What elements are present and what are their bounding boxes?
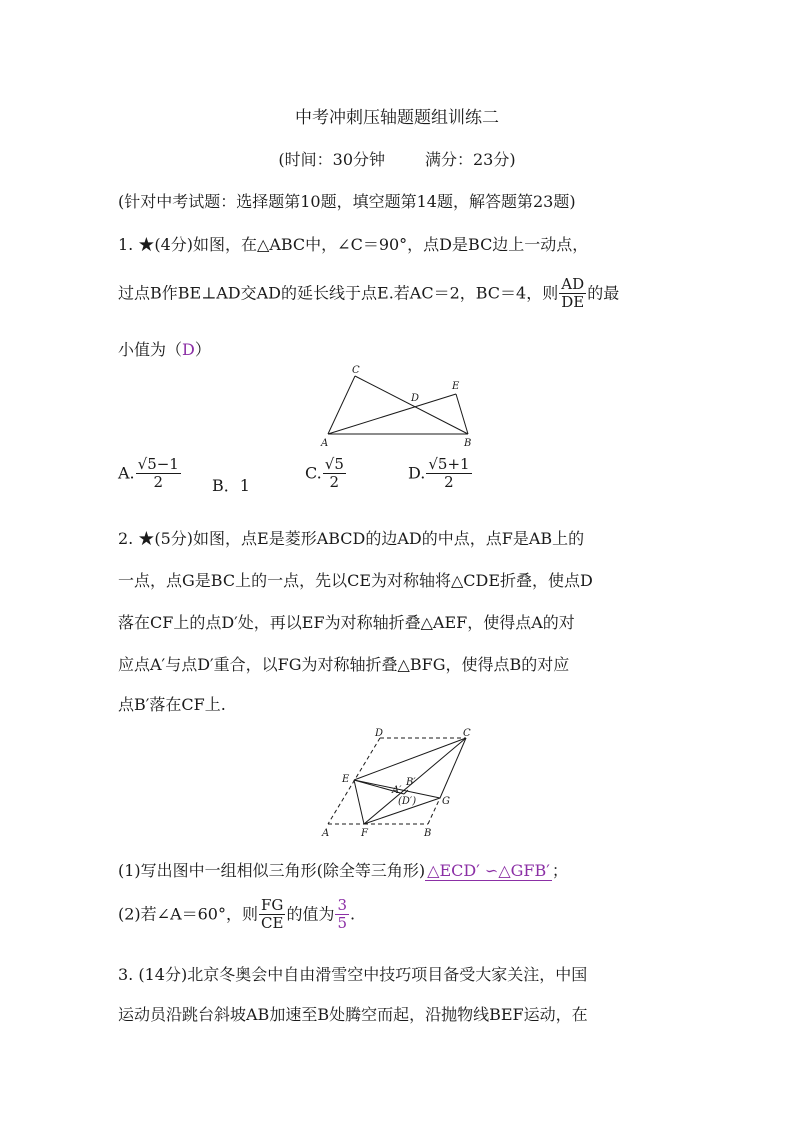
q2-label-c: C — [463, 728, 471, 739]
q1-frac-den: DE — [561, 293, 585, 312]
q2-part2-mid: 的值为 — [286, 904, 335, 924]
q1-option-d-frac — [426, 456, 471, 492]
q1-option-a-num: √5−1 — [137, 455, 179, 473]
q1-fraction — [559, 276, 586, 312]
q2-label-g: G — [442, 796, 450, 807]
q1-line3 — [118, 337, 211, 360]
q2-line1: 2. ★(5分)如图，点E是菱形ABCD的边AD的中点，点F是AB上的 — [118, 529, 585, 548]
q2-seg-ec — [354, 738, 466, 780]
q2-line4: 应点A′与点D′重合，以FG为对称轴折叠△BFG，使得点B的对应 — [118, 655, 570, 674]
time-limit: (时间：30分钟 — [278, 150, 385, 169]
q2-part2-num: FG — [259, 897, 285, 915]
q1-option-d — [408, 456, 473, 492]
q3-line2: 运动员沿跳台斜坡AB加速至B处腾空而起，沿抛物线BEF运动，在 — [118, 1005, 588, 1024]
q2-label-a: A — [322, 828, 330, 838]
q2-line2: 一点，点G是BC上的一点，先以CE为对称轴将△CDE折叠，使点D — [118, 571, 593, 590]
q1-answer: D — [182, 340, 195, 359]
q1-option-c — [305, 456, 347, 492]
q2-figure — [318, 726, 478, 838]
q1-label-b: B — [464, 438, 472, 449]
exam-note: (针对中考试题：选择题第10题，填空题第14题，解答题第23题) — [118, 192, 576, 211]
q1-line2 — [118, 276, 619, 312]
q2-part2-frac — [259, 897, 285, 933]
q1-option-c-frac — [323, 456, 346, 492]
q1-option-a-frac — [136, 456, 181, 492]
q2-part1-answer: △ECD′ ∽△GFB′ — [427, 861, 550, 880]
q1-option-d-den: 2 — [444, 473, 454, 492]
q2-label-e: E — [342, 774, 350, 785]
q1-frac-num: AD — [559, 276, 586, 294]
full-score: 满分：23分) — [425, 150, 516, 169]
q1-option-a-label: A. — [118, 463, 135, 483]
q1-option-c-label: C. — [305, 463, 322, 483]
q2-seg-gc — [440, 738, 466, 798]
q2-label-d: D — [375, 728, 384, 739]
q2-label-a1: A′ — [392, 785, 402, 796]
q2-label-b: B — [424, 828, 432, 838]
q2-label-b1: B′ — [406, 777, 416, 788]
q1-line3-end: ） — [194, 340, 211, 359]
q1-seg-ca — [328, 376, 355, 434]
q2-part1-end: ； — [551, 861, 568, 880]
q3-line1: 3. (14分)北京冬奥会中自由滑雪空中技巧项目备受大家关注，中国 — [118, 965, 588, 984]
q1-label-a: A — [321, 438, 329, 449]
q2-part2-answer-den: 5 — [337, 914, 347, 933]
q1-option-c-den: 2 — [329, 473, 340, 492]
q2-line3: 落在CF上的点D′处，再以EF为对称轴折叠△AEF，使得点A的对 — [118, 613, 575, 632]
q1-option-a-den: 2 — [153, 473, 164, 492]
q2-part2-answer — [335, 897, 349, 933]
q1-option-a — [118, 456, 182, 492]
q2-seg-ef — [354, 780, 364, 824]
page-title: 中考冲刺压轴题题组训练二 — [295, 108, 499, 128]
q2-part2-text: (2)若∠A＝60°，则 — [118, 904, 258, 924]
q1-option-c-num: √5 — [324, 455, 344, 473]
q1-label-d: D — [411, 393, 420, 404]
q2-part2-answer-num: 3 — [337, 896, 347, 914]
q1-option-b: B．1 — [212, 476, 250, 495]
q1-seg-ae — [328, 394, 456, 434]
q1-figure — [318, 362, 478, 452]
q1-line1: 1. ★(4分)如图，在△ABC中，∠C＝90°，点D是BC边上一动点， — [118, 235, 589, 254]
q1-option-d-num: √5+1 — [428, 455, 470, 473]
q2-label-d1: (D′) — [398, 796, 417, 807]
q2-part1-text: (1)写出图中一组相似三角形(除全等三角形) — [118, 861, 426, 880]
q2-part1 — [118, 858, 568, 881]
q2-label-f: F — [361, 828, 368, 838]
q1-seg-eb — [456, 394, 468, 434]
q2-line5: 点B′落在CF上. — [118, 695, 226, 714]
q1-option-d-label: D. — [408, 463, 426, 483]
q2-part2 — [118, 897, 355, 933]
q1-line3-text: 小值为（ — [118, 340, 183, 359]
subtitle — [0, 147, 794, 170]
q1-line2-end: 的最 — [587, 283, 620, 303]
q1-label-e: E — [452, 381, 460, 392]
q1-line2-text: 过点B作BE⊥AD交AD的延长线于点E.若AC＝2，BC＝4，则 — [118, 283, 559, 303]
q2-part2-den: CE — [261, 914, 284, 933]
q1-label-c: C — [352, 365, 360, 376]
q2-part2-end: . — [350, 904, 356, 924]
